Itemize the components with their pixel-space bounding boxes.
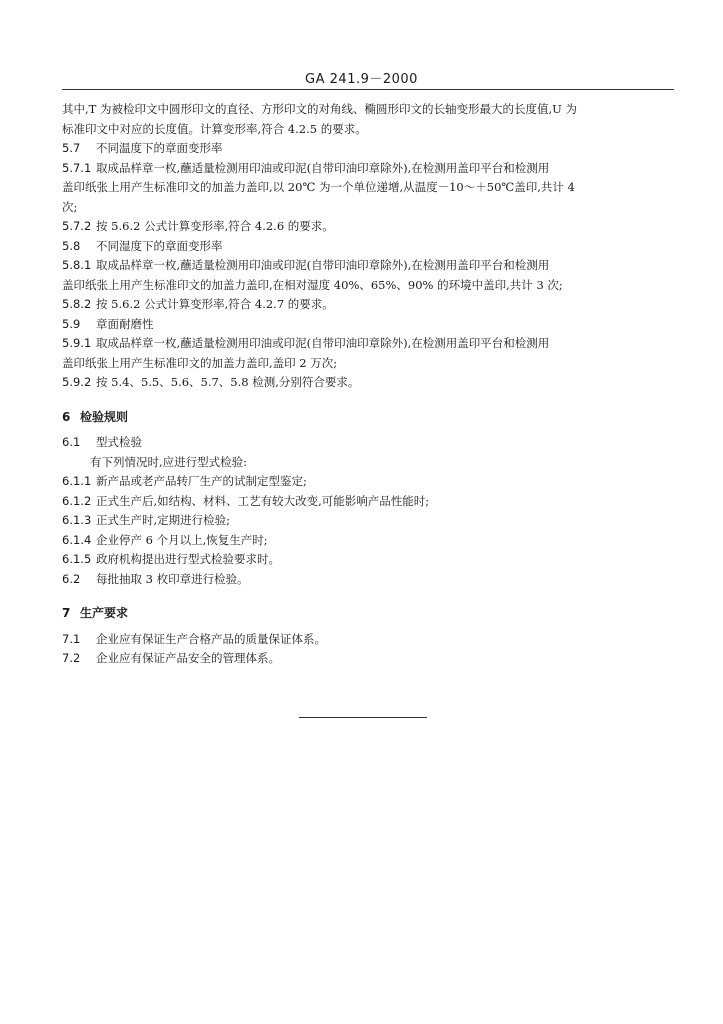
document-body bbox=[62, 100, 662, 669]
clause-text: 取成品样章一枚,蘸适量检测用印油或印泥(自带印油印章除外),在检测用盖印平台和检测用 bbox=[96, 160, 550, 175]
clause-number: 5.8.1 bbox=[62, 258, 92, 272]
clause-text: 企业应有保证产品安全的管理体系。 bbox=[96, 651, 280, 665]
clause-number: 6.1.3 bbox=[62, 513, 92, 527]
clause-5-9-2 bbox=[62, 373, 662, 393]
clause-number: 6.1 bbox=[62, 435, 81, 449]
clause-number: 5.8.2 bbox=[62, 297, 92, 311]
section-title: 检验规则 bbox=[80, 409, 129, 424]
clause-number: 7.1 bbox=[62, 631, 81, 646]
clause-text: 正式生产时,定期进行检验; bbox=[96, 513, 231, 527]
clause-7-1 bbox=[62, 630, 662, 650]
section-6-heading bbox=[62, 408, 662, 428]
clause-text: 按 5.6.2 公式计算变形率,符合 4.2.6 的要求。 bbox=[96, 219, 334, 233]
clause-number: 5.9.1 bbox=[62, 336, 92, 350]
clause-text: 取成品样章一枚,蘸适量检测用印油或印泥(自带印油印章除外),在检测用盖印平台和检测用 bbox=[96, 258, 550, 272]
clause-heading: 不同温度下的章面变形率 bbox=[96, 141, 223, 155]
clause-number: 6.1.2 bbox=[62, 493, 92, 508]
clause-6-1-5 bbox=[62, 550, 662, 570]
clause-number: 6.2 bbox=[62, 571, 81, 586]
section-number: 7 bbox=[62, 606, 71, 620]
clause-text: 企业应有保证生产合格产品的质量保证体系。 bbox=[96, 631, 326, 646]
paragraph-line: 盖印纸张上用产生标准印文的加盖力盖印,在相对湿度 40%、65%、90% 的环境中盖印,共计 3 次; bbox=[62, 277, 563, 292]
clause-number: 5.9.2 bbox=[62, 375, 92, 389]
end-of-document-rule bbox=[299, 717, 427, 718]
clause-text: 正式生产后,如结构、材料、工艺有较大改变,可能影响产品性能时; bbox=[96, 493, 430, 508]
clause-5-7 bbox=[62, 139, 662, 159]
paragraph-line: 标准印文中对应的长度值。计算变形率,符合 4.2.5 的要求。 bbox=[62, 121, 367, 136]
clause-6-1-1 bbox=[62, 472, 662, 492]
clause-6-1-4 bbox=[62, 531, 662, 551]
clause-text: 新产品或老产品转厂生产的试制定型鉴定; bbox=[96, 474, 307, 488]
clause-text: 企业停产 6 个月以上,恢复生产时; bbox=[96, 532, 268, 547]
paragraph-line: 其中,T 为被检印文中圆形印文的直径、方形印文的对角线、椭圆形印文的长轴变形最大的长度值,U 为 bbox=[62, 102, 577, 116]
clause-heading: 章面耐磨性 bbox=[96, 316, 154, 331]
clause-5-9 bbox=[62, 315, 662, 335]
paragraph-line: 次; bbox=[62, 199, 78, 214]
doc-number: GA 241.9－2000 bbox=[305, 72, 418, 87]
clause-text: 政府机构提出进行型式检验要求时。 bbox=[96, 552, 280, 566]
section-number: 6 bbox=[62, 409, 71, 424]
page-header bbox=[0, 68, 723, 87]
clause-5-8-2 bbox=[62, 295, 662, 315]
paragraph-line: 盖印纸张上用产生标准印文的加盖力盖印,以 20℃ 为一个单位递增,从温度－10～＋50℃盖印,共计 4 bbox=[62, 180, 575, 194]
clause-7-2 bbox=[62, 649, 662, 669]
paragraph-line: 盖印纸张上用产生标准印文的加盖力盖印,盖印 2 万次; bbox=[62, 355, 338, 370]
clause-number: 5.9 bbox=[62, 316, 81, 331]
clause-5-8-1 bbox=[62, 256, 662, 276]
clause-number: 7.2 bbox=[62, 651, 81, 665]
clause-6-1-2 bbox=[62, 492, 662, 512]
clause-5-9-1 bbox=[62, 334, 662, 354]
clause-number: 5.7.1 bbox=[62, 160, 92, 175]
clause-number: 6.1.1 bbox=[62, 474, 92, 488]
clause-text: 每批抽取 3 枚印章进行检验。 bbox=[96, 571, 249, 586]
clause-6-2 bbox=[62, 570, 662, 590]
clause-heading: 型式检验 bbox=[96, 435, 142, 449]
clause-text: 按 5.6.2 公式计算变形率,符合 4.2.7 的要求。 bbox=[96, 297, 334, 311]
section-title: 生产要求 bbox=[80, 606, 129, 620]
section-7-heading bbox=[62, 604, 662, 624]
clause-number: 6.1.4 bbox=[62, 532, 92, 547]
clause-number: 5.8 bbox=[62, 238, 81, 253]
clause-number: 6.1.5 bbox=[62, 552, 92, 566]
clause-6-1 bbox=[62, 433, 662, 453]
clause-5-7-2 bbox=[62, 217, 662, 237]
clause-heading: 不同湿度下的章面变形率 bbox=[96, 238, 223, 253]
clause-5-8 bbox=[62, 237, 662, 257]
clause-text: 按 5.4、5.5、5.6、5.7、5.8 检测,分别符合要求。 bbox=[96, 375, 360, 389]
clause-number: 5.7.2 bbox=[62, 219, 92, 233]
clause-6-1-3 bbox=[62, 511, 662, 531]
header-rule bbox=[62, 89, 674, 90]
clause-5-7-1 bbox=[62, 159, 662, 179]
clause-number: 5.7 bbox=[62, 141, 81, 155]
clause-text: 取成品样章一枚,蘸适量检测用印油或印泥(自带印油印章除外),在检测用盖印平台和检测用 bbox=[96, 336, 550, 350]
paragraph-line: 有下列情况时,应进行型式检验: bbox=[90, 454, 248, 469]
